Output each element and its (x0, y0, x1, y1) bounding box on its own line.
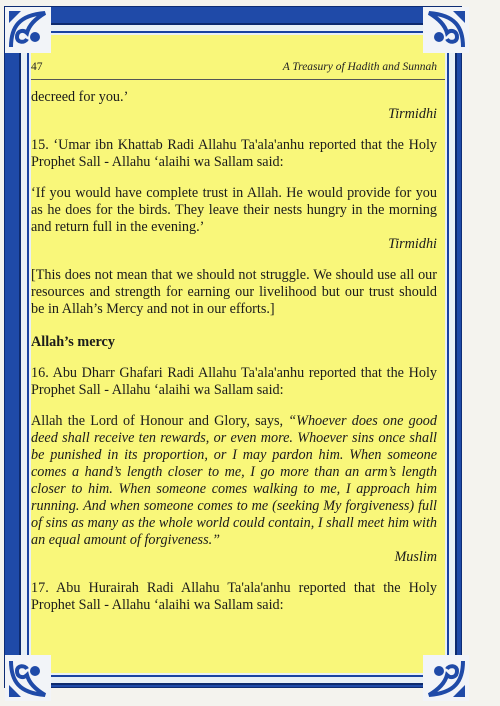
corner-ornament-icon (423, 7, 469, 53)
source-citation: Tirmidhi (388, 106, 437, 122)
page-content (31, 35, 445, 673)
corner-ornament-icon (5, 655, 51, 701)
quote-text: “Whoever does one good deed shall receive ten rewards, or even more. Whoever sins once shall be punished in its proportion, or I may pardon him. When someone comes a hand’s length closer to me, I go more than an arm’s length closer to him. When someone comes walking to me, I approach him running. And when someone comes to me (seeking My forgiveness) full of sins as many as the whole world could contain, I shall meet him with an equal amount of forgiveness.” (31, 413, 437, 548)
header-rule (31, 79, 445, 80)
paragraph: decreed for you.’ (31, 89, 129, 105)
paragraph: 17. Abu Hurairah Radi Allahu Ta'ala'anhu reported that the Holy Prophet Sall - Allahu ‘alaihi wa Sallam said: (31, 580, 437, 613)
corner-ornament-icon (423, 655, 469, 701)
quote-lead: Allah the Lord of Honour and Glory, says, (31, 413, 289, 429)
corner-ornament-icon (5, 7, 51, 53)
source-citation: Muslim (394, 549, 437, 565)
paragraph: 16. Abu Dharr Ghafari Radi Allahu Ta'ala'anhu reported that the Holy Prophet Sall - Allahu ‘alaihi wa Sallam said: (31, 365, 437, 398)
source-citation: Tirmidhi (388, 236, 437, 252)
running-title: A Treasury of Hadith and Sunnah (282, 61, 437, 73)
paragraph: ‘If you would have complete trust in Allah. He would provide for you as he does for the birds. They leave their nests hungry in the morning and return full in the evening.’ (31, 185, 437, 235)
page-number: 47 (31, 61, 43, 73)
paragraph (31, 413, 437, 549)
page-frame (4, 6, 462, 688)
section-heading: Allah’s mercy (31, 334, 115, 350)
body-text (31, 89, 437, 614)
page-header (31, 57, 437, 77)
paragraph: 15. ‘Umar ibn Khattab Radi Allahu Ta'ala'anhu reported that the Holy Prophet Sall - Allahu ‘alaihi wa Sallam said: (31, 137, 437, 170)
paragraph: [This does not mean that we should not struggle. We should use all our resources and strength for earning our livelihood but our trust should be in Allah’s Mercy and not in our efforts.] (31, 267, 437, 317)
